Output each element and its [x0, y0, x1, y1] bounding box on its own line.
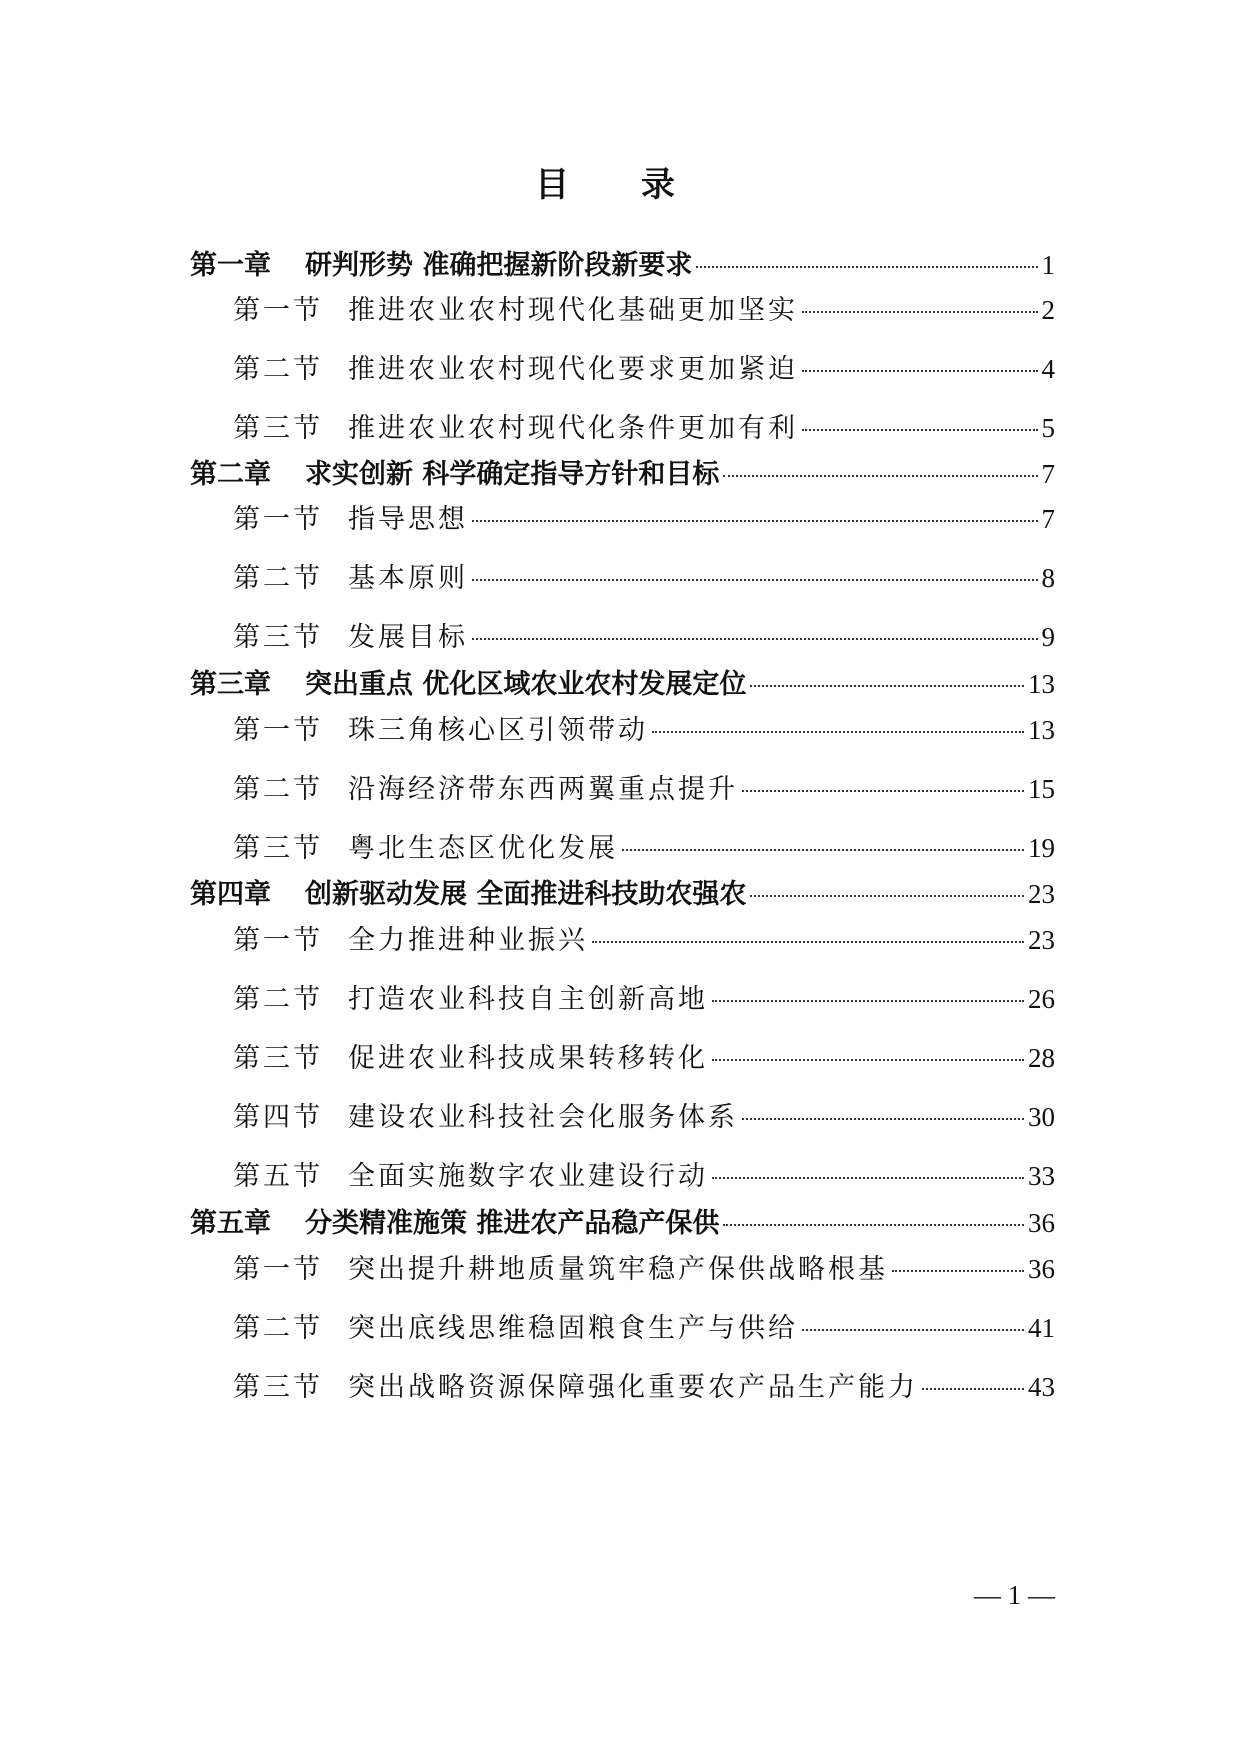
toc-page: 4	[1041, 354, 1055, 384]
toc-chapter-4[interactable]	[190, 874, 1055, 915]
dot-leader	[622, 849, 1024, 851]
toc-section[interactable]	[233, 1097, 1055, 1138]
dot-leader	[750, 895, 1024, 897]
toc-text: 创新驱动发展 全面推进科技助农强农	[305, 879, 747, 910]
toc-text: 建设农业科技社会化服务体系	[348, 1102, 738, 1133]
toc-label: 第二节	[233, 354, 323, 385]
dot-leader	[802, 370, 1038, 372]
toc-text: 指导思想	[348, 504, 468, 535]
toc-label: 第二节	[233, 1313, 323, 1344]
toc-section[interactable]	[233, 617, 1055, 658]
toc-text: 突出战略资源保障强化重要农产品生产能力	[348, 1372, 918, 1403]
toc-label: 第一节	[233, 295, 323, 326]
toc-text: 基本原则	[348, 563, 468, 594]
toc-label: 第四章	[190, 879, 271, 910]
toc-page: 13	[1028, 715, 1055, 745]
dot-leader	[652, 731, 1024, 733]
toc-label: 第三节	[233, 413, 323, 444]
dot-leader	[892, 1270, 1024, 1272]
toc-text: 突出重点 优化区域农业农村发展定位	[305, 669, 747, 700]
dot-leader	[696, 266, 1037, 268]
toc-chapter-2[interactable]	[190, 454, 1055, 495]
toc-text: 分类精准施策 推进农产品稳产保供	[305, 1208, 720, 1239]
toc-text: 发展目标	[348, 622, 468, 653]
toc-text: 研判形势 准确把握新阶段新要求	[305, 250, 693, 281]
toc-text: 推进农业农村现代化基础更加坚实	[348, 295, 798, 326]
dot-leader	[712, 1059, 1024, 1061]
toc-label: 第三节	[233, 1372, 323, 1403]
toc-text: 全力推进种业振兴	[348, 925, 588, 956]
toc-text: 突出底线思维稳固粮食生产与供给	[348, 1313, 798, 1344]
toc-section[interactable]	[233, 1367, 1055, 1408]
toc-label: 第三章	[190, 669, 271, 700]
toc-page: 23	[1028, 925, 1055, 955]
toc-label: 第一节	[233, 925, 323, 956]
toc-section[interactable]	[233, 408, 1055, 449]
toc-label: 第一节	[233, 504, 323, 535]
dot-leader	[742, 1118, 1024, 1120]
toc-page: 7	[1041, 504, 1055, 534]
toc-label: 第四节	[233, 1102, 323, 1133]
dot-leader	[922, 1388, 1024, 1390]
dot-leader	[712, 1177, 1024, 1179]
toc-text: 打造农业科技自主创新高地	[348, 984, 708, 1015]
toc-section[interactable]	[233, 1249, 1055, 1290]
toc-label: 第二节	[233, 774, 323, 805]
toc-section[interactable]	[233, 769, 1055, 810]
toc-section[interactable]	[233, 349, 1055, 390]
toc-label: 第三节	[233, 1043, 323, 1074]
toc-page: 30	[1028, 1102, 1055, 1132]
dot-leader	[472, 638, 1038, 640]
toc-text: 突出提升耕地质量筑牢稳产保供战略根基	[348, 1254, 888, 1285]
dot-leader	[592, 941, 1024, 943]
toc-page: 15	[1028, 774, 1055, 804]
toc-label: 第五节	[233, 1161, 323, 1192]
page-number: — 1 —	[974, 1580, 1055, 1610]
toc-label: 第二节	[233, 563, 323, 594]
dot-leader	[742, 790, 1024, 792]
toc-section[interactable]	[233, 558, 1055, 599]
toc-text: 沿海经济带东西两翼重点提升	[348, 774, 738, 805]
toc-section[interactable]	[233, 979, 1055, 1020]
toc-page: 13	[1028, 669, 1055, 699]
toc-label: 第一章	[190, 250, 271, 281]
toc-text: 全面实施数字农业建设行动	[348, 1161, 708, 1192]
dot-leader	[472, 520, 1038, 522]
toc-label: 第五章	[190, 1208, 271, 1239]
toc-label: 第二节	[233, 984, 323, 1015]
toc-text: 推进农业农村现代化条件更加有利	[348, 413, 798, 444]
toc-page: 9	[1041, 622, 1055, 652]
toc-page: 19	[1028, 833, 1055, 863]
toc-page: 2	[1041, 295, 1055, 325]
toc-chapter-5[interactable]	[190, 1203, 1055, 1244]
toc-section[interactable]	[233, 1038, 1055, 1079]
dot-leader	[802, 311, 1038, 313]
dot-leader	[802, 429, 1038, 431]
toc-section[interactable]	[233, 1156, 1055, 1197]
toc-label: 第三节	[233, 622, 323, 653]
toc-text: 促进农业科技成果转移转化	[348, 1043, 708, 1074]
toc-page: 26	[1028, 984, 1055, 1014]
toc-chapter-1[interactable]	[190, 245, 1055, 286]
toc-section[interactable]	[233, 710, 1055, 751]
toc-page: 36	[1028, 1208, 1055, 1238]
toc-page: 5	[1041, 413, 1055, 443]
toc-chapter-3[interactable]	[190, 664, 1055, 705]
toc-page: 41	[1028, 1313, 1055, 1343]
toc-page: 7	[1041, 459, 1055, 489]
toc-section[interactable]	[233, 290, 1055, 331]
dot-leader	[472, 579, 1038, 581]
toc-page: 43	[1028, 1372, 1055, 1402]
toc-page: 1	[1041, 250, 1055, 280]
toc-section[interactable]	[233, 1308, 1055, 1349]
toc-label: 第二章	[190, 459, 271, 490]
dot-leader	[712, 1000, 1024, 1002]
toc-section[interactable]	[233, 828, 1055, 869]
dot-leader	[750, 685, 1024, 687]
toc-page: 28	[1028, 1043, 1055, 1073]
page-title: 目 录	[535, 165, 705, 205]
toc-page: 36	[1028, 1254, 1055, 1284]
toc-label: 第一节	[233, 1254, 323, 1285]
toc-text: 珠三角核心区引领带动	[348, 715, 648, 746]
toc-text: 求实创新 科学确定指导方针和目标	[305, 459, 720, 490]
toc-page: 23	[1028, 879, 1055, 909]
toc-section[interactable]	[233, 499, 1055, 540]
toc-label: 第三节	[233, 833, 323, 864]
toc-page: 8	[1041, 563, 1055, 593]
toc-label: 第一节	[233, 715, 323, 746]
dot-leader	[723, 475, 1037, 477]
dot-leader	[723, 1224, 1024, 1226]
toc-section[interactable]	[233, 920, 1055, 961]
toc-text: 粤北生态区优化发展	[348, 833, 618, 864]
dot-leader	[802, 1329, 1024, 1331]
toc-text: 推进农业农村现代化要求更加紧迫	[348, 354, 798, 385]
toc-page: 33	[1028, 1161, 1055, 1191]
